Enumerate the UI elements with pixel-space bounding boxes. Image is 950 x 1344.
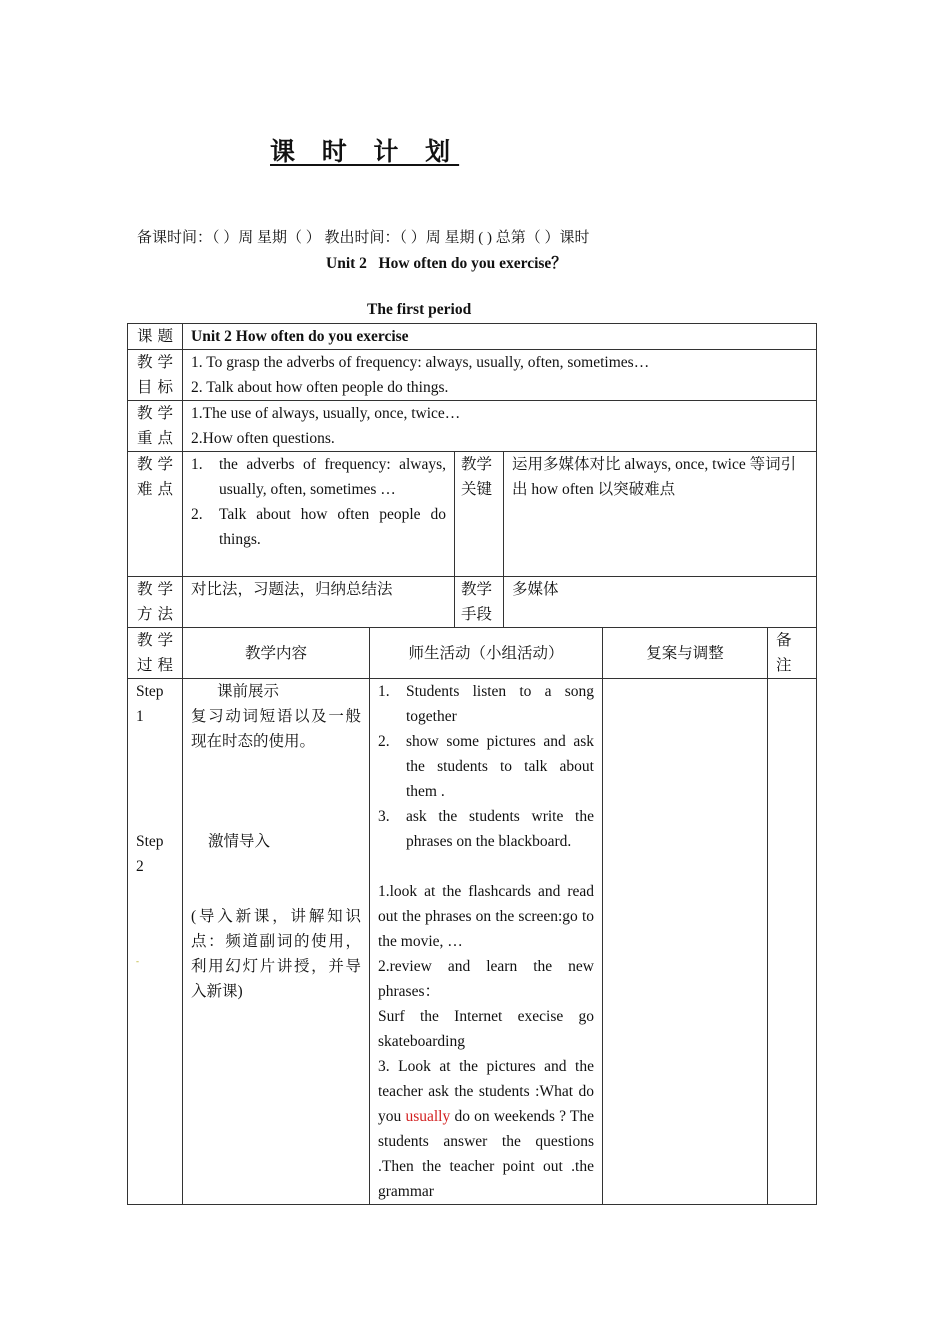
content-column <box>183 679 370 1205</box>
content-body-1: 复习动词短语以及一般现在时态的使用。 <box>191 708 361 750</box>
objective-item: 2. Talk about how often people do things. <box>191 379 449 396</box>
notes-column <box>768 679 817 1205</box>
content-title-2: 激情导入 <box>208 833 271 850</box>
methods-label: 教学 方法 <box>128 577 183 628</box>
step-1-label: Step 1 <box>136 683 164 725</box>
key-points-label: 教学 重点 <box>128 401 183 452</box>
means-label: 教学 手段 <box>455 577 504 628</box>
review-column <box>603 679 768 1205</box>
difficulty-item: 2. Talk about how often people do things. <box>191 506 446 548</box>
difficulty-item: 1. the adverbs of frequency: always, usually, often, sometimes … <box>191 456 446 498</box>
activity-paragraph: Surf the Internet execise go skateboarding <box>378 1008 594 1050</box>
page-title: 课 时 计 划 <box>270 137 460 166</box>
difficulties-label: 教学 难点 <box>128 452 183 577</box>
objective-item: 1. To grasp the adverbs of frequency: always, usually, often, sometimes… <box>191 354 650 371</box>
content-title-1: 课前展示 <box>217 683 280 700</box>
unit-heading: Unit 2 How often do you exercise？ <box>326 255 567 272</box>
activities-column <box>370 679 603 1205</box>
activity-paragraph: 3. Look at the pictures and the teacher ask the students :What do you usually do on weekends ? The students answer the questions .Then the teacher point out .the grammar <box>378 1058 595 1200</box>
highlighted-word: usually <box>405 1108 451 1125</box>
content-header: 教学内容 <box>183 628 370 679</box>
activity-item: 2. show some pictures and ask the students to talk about them . <box>378 733 594 800</box>
steps-column <box>128 679 183 1205</box>
activity-paragraph: 1.look at the flashcards and read out the phrases on the screen:go to the movie, … <box>378 883 594 950</box>
period-heading: The first period <box>367 301 472 318</box>
lesson-plan-table <box>127 323 817 1205</box>
objectives-content <box>183 350 817 401</box>
process-label: 教学 过程 <box>128 628 183 679</box>
content-body-2: (导入新课，讲解知识点：频道副词的使用，利用幻灯片讲授，并导入新课) <box>191 908 361 1000</box>
topic-label: 课题 <box>128 324 183 350</box>
topic-value: Unit 2 How often do you exercise <box>183 324 817 350</box>
activity-item: 1. Students listen to a song together <box>378 683 594 725</box>
schedule-line: 备课时间：（ ）周 星期（ ） 教出时间：（ ）周 星期 ( ) 总第（ ）课时 <box>137 230 590 246</box>
objectives-label: 教学 目标 <box>128 350 183 401</box>
key-point-item: 1.The use of always, usually, once, twice… <box>191 405 461 422</box>
key-point-item: 2.How often questions. <box>191 430 335 447</box>
objectives-row <box>128 350 817 401</box>
step-2-label: Step 2 <box>136 833 164 875</box>
notes-header: 备 注 <box>768 628 817 679</box>
means-value: 多媒体 <box>504 577 817 628</box>
stray-mark: - <box>136 956 139 966</box>
difficulties-row <box>128 452 817 577</box>
process-header-row <box>128 628 817 679</box>
key-points-row <box>128 401 817 452</box>
activity-paragraph: 2.review and learn the new phrases： <box>378 958 594 1000</box>
key-method-value: 运用多媒体对比 always, once, twice 等词引出 how often 以突破难点 <box>504 452 817 577</box>
key-points-content <box>183 401 817 452</box>
difficulties-content <box>183 452 455 577</box>
key-method-label: 教学 关键 <box>455 452 504 577</box>
methods-row <box>128 577 817 628</box>
activity-item: 3. ask the students write the phrases on the blackboard. <box>378 808 594 850</box>
process-row <box>128 679 817 1205</box>
activities-header: 师生活动（小组活动） <box>370 628 603 679</box>
topic-row <box>128 324 817 350</box>
methods-value: 对比法，习题法，归纳总结法 <box>183 577 455 628</box>
review-header: 复案与调整 <box>603 628 768 679</box>
